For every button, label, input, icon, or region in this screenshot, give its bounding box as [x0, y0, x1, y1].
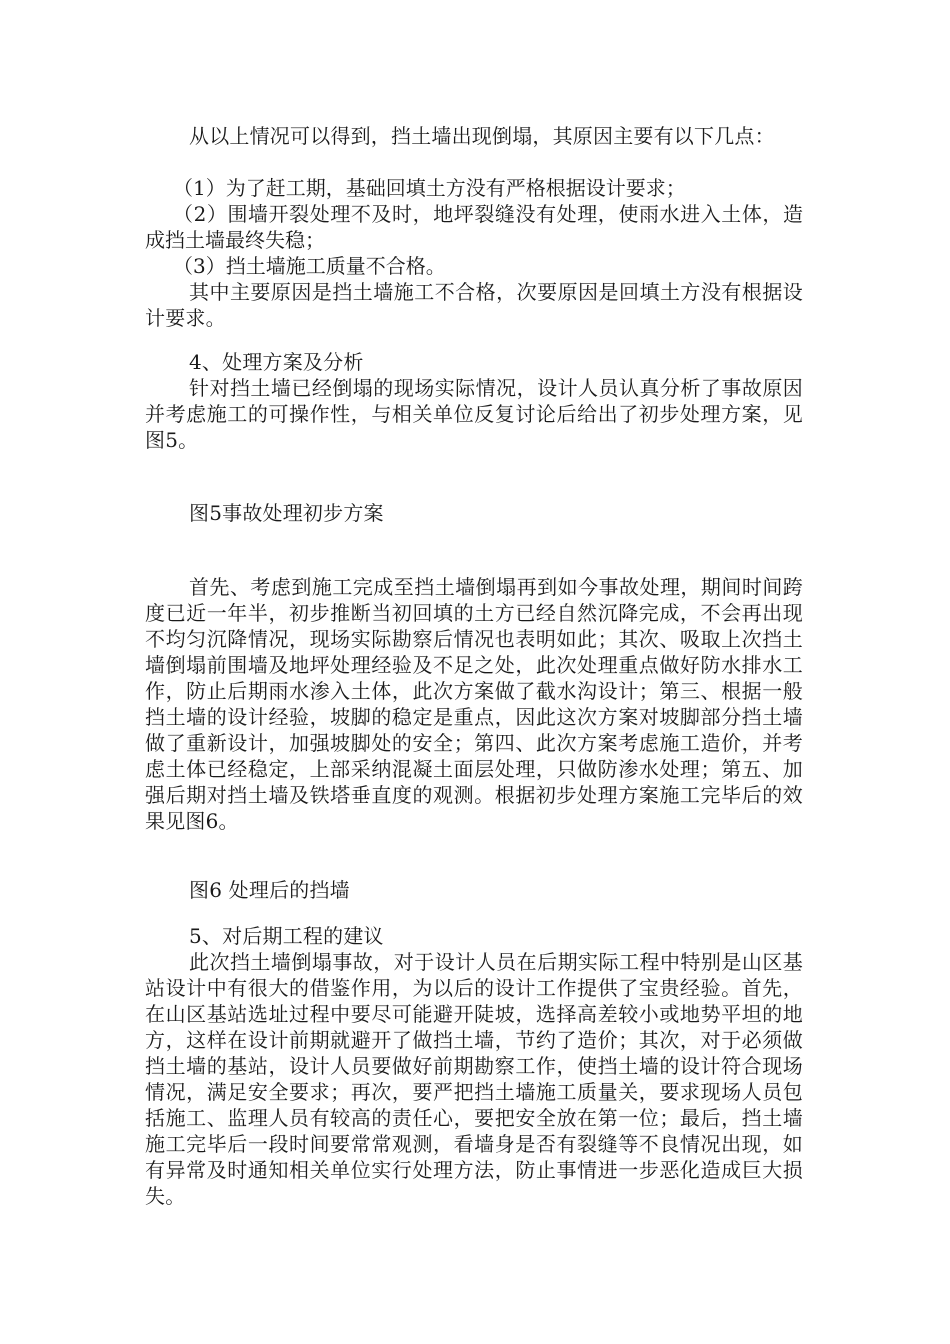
cause-item-3: （3）挡土墙施工质量不合格。: [173, 254, 446, 278]
section-5-heading: 5、对后期工程的建议: [189, 924, 384, 948]
plan-detail-paragraph: 首先、考虑到施工完成至挡土墙倒塌再到如今事故处理，期间时间跨度已近一年半，初步推断当初回填的土方已经自然沉降完成，不会再出现不均匀沉降情况，现场实际勘察后情况也表明如此；其次、吸取上次挡土墙倒塌前围墙及地坪处理经验及不足之处，此次处理重点做好防水排水工作，防止后期雨水渗入土体，此次方案做了截水沟设计；第三、根据一般挡土墙的设计经验，坡脚的稳定是重点，因此这次方案对坡脚部分挡土墙做了重新设计，加强坡脚处的安全；第四、此次方案考虑施工造价，并考虑土体已经稳定，上部采纳混凝土面层处理，只做防渗水处理；第五、加强后期对挡土墙及铁塔垂直度的观测。根据初步处理方案施工完毕后的效果见图6。: [145, 575, 803, 833]
causes-intro-paragraph: 从以上情况可以得到，挡土墙出现倒塌，其原因主要有以下几点：: [189, 124, 775, 148]
cause-item-2: （2）围墙开裂处理不及时，地坪裂缝没有处理，使雨水进入土体，造成挡土墙最终失稳；: [145, 202, 803, 252]
section-4-paragraph: 针对挡土墙已经倒塌的现场实际情况，设计人员认真分析了事故原因并考虑施工的可操作性，与相关单位反复讨论后给出了初步处理方案，见图5。: [145, 376, 803, 452]
main-cause-paragraph: 其中主要原因是挡土墙施工不合格，次要原因是回填土方没有根据设计要求。: [145, 280, 803, 330]
cause-item-1: （1）为了赶工期，基础回填土方没有严格根据设计要求；: [173, 176, 686, 200]
section-5-paragraph: 此次挡土墙倒塌事故，对于设计人员在后期实际工程中特别是山区基站设计中有很大的借鉴作用，为以后的设计工作提供了宝贵经验。首先，在山区基站选址过程中要尽可能避开陡坡，选择高差较小或地势平坦的地方，这样在设计前期就避开了做挡土墙，节约了造价；其次，对于必须做挡土墙的基站，设计人员要做好前期勘察工作，使挡土墙的设计符合现场情况，满足安全要求；再次，要严把挡土墙施工质量关，要求现场人员包括施工、监理人员有较高的责任心，要把安全放在第一位；最后，挡土墙施工完毕后一段时间要常常观测，看墙身是否有裂缝等不良情况出现，如有异常及时通知相关单位实行处理方法，防止事情进一步恶化造成巨大损失。: [145, 950, 803, 1208]
section-4-heading: 4、处理方案及分析: [189, 350, 364, 374]
figure-6-caption: 图6 处理后的挡墙: [189, 878, 350, 902]
figure-5-caption: 图5事故处理初步方案: [189, 501, 384, 525]
